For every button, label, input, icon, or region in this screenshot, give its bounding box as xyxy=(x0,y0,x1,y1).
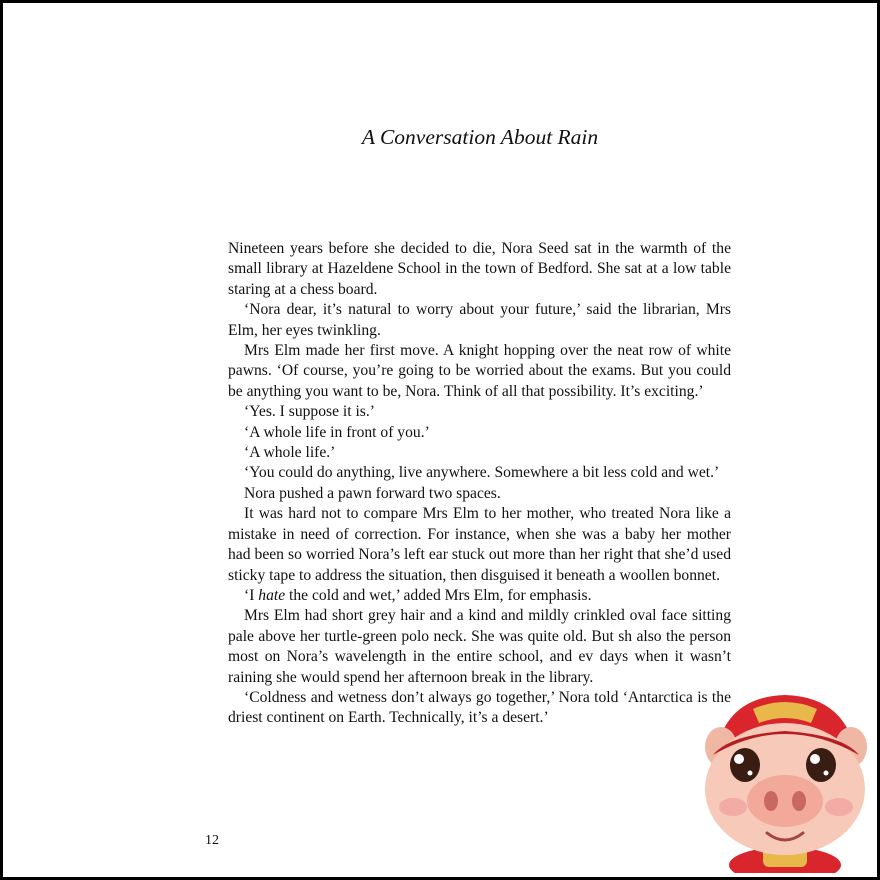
paragraph: ‘Nora dear, it’s natural to worry about your future,’ said the librarian, Mrs Elm, her eyes twinkling. xyxy=(228,301,731,339)
paragraph: ‘A whole life in front of you.’ xyxy=(244,423,430,441)
chapter-title: A Conversation About Rain xyxy=(361,125,599,149)
paragraph: ‘You could do anything, live anywhere. Somewhere a bit less cold and wet.’ xyxy=(244,464,720,482)
paragraph: Nineteen years before she decided to die, Nora Seed sat in the warmth of the small library at Hazeldene School in the town of Bedford. She sat at a low table staring at a chess board. xyxy=(228,240,731,298)
body-text xyxy=(228,239,731,729)
paragraph: ‘Yes. I suppose it is.’ xyxy=(244,403,375,421)
paragraph: ‘A whole life.’ xyxy=(244,444,336,462)
paragraph-text: ‘I xyxy=(244,586,259,604)
paragraph: Nora pushed a pawn forward two spaces. xyxy=(244,484,501,502)
paragraph: ‘Coldness and wetness don’t always go together,’ Nora told ‘Antarctica is the driest continent on Earth. Technically, it’s a desert.’ xyxy=(228,688,731,727)
paragraph: It was hard not to compare Mrs Elm to her mother, who treated Nora like a mistake in need of correction. For instance, when she was a baby her mother had been so worried Nora’s left ear stuck out more than her right that she’d used sticky tape to address the situation, then disguised it beneath a woollen bonnet. xyxy=(228,505,731,584)
paragraph xyxy=(228,586,731,606)
page-number: 12 xyxy=(205,833,219,848)
paragraph: Mrs Elm made her first move. A knight hopping over the neat row of white pawns. ‘Of course, you’re going to be worried about the exams. But you could be anything you want to be, Nora. Think of all that possibility. It’s exciting.’ xyxy=(228,342,731,400)
paragraph-text: the cold and wet,’ added Mrs Elm, for emphasis. xyxy=(285,586,592,604)
pig-mascot-icon xyxy=(693,689,873,873)
paragraph: Mrs Elm had short grey hair and a kind and mildly crinkled oval face sitting pale above her turtle-green polo neck. She was quite old. But sh also the person most on Nora’s wavelength in the entire school, and ev days when it wasn’t raining she would spend her afternoon break in the library. xyxy=(228,607,731,686)
emphasis-text: hate xyxy=(258,586,286,604)
